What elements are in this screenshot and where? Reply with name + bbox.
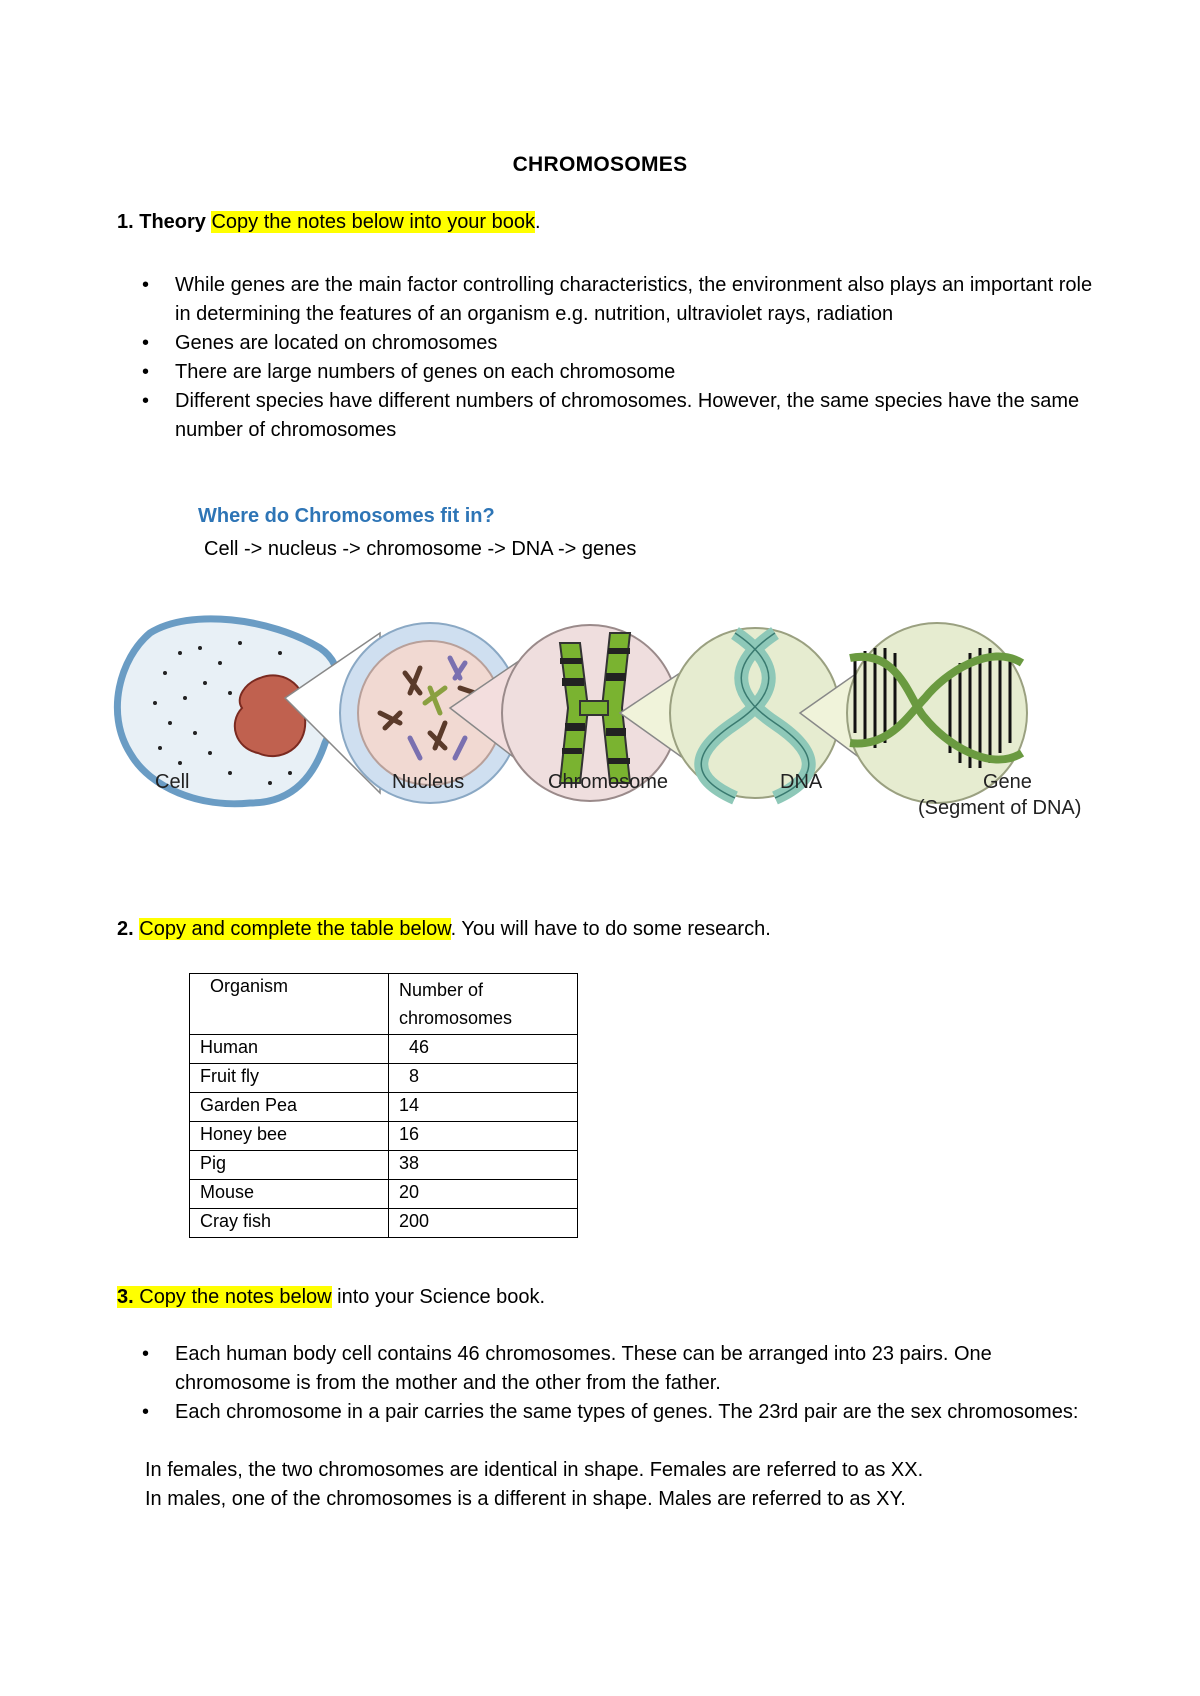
note-item: • Different species have different numbers of chromosomes. However, the same species have the same number of chromosomes [117,387,1097,445]
section-1-after: . [535,211,541,233]
label-gene: Gene [983,771,1032,793]
label-dna: DNA [780,771,823,793]
note-item: • While genes are the main factor controlling characteristics, the environment also plays an important role in determining the features of an organism e.g. nutrition, ultraviolet rays, radiation [117,271,1097,329]
chromosome-table [189,973,578,1238]
section-3-instruction: Copy the notes below [133,1286,332,1308]
section-1-notes [117,271,1097,445]
section-1-number: 1. Theory [117,211,212,233]
section-3-number: 3. [117,1286,134,1308]
section-2-number: 2. [117,918,140,940]
table-row [190,1180,578,1209]
cell-organism: Human [190,1035,389,1064]
cell-number: 20 [389,1180,578,1209]
header-organism: Organism [190,974,389,1035]
cell-organism: Cray fish [190,1209,389,1238]
cell-organism: Garden Pea [190,1093,389,1122]
section-1-instruction: Copy the notes below into your book [211,211,536,233]
page-title: CHROMOSOMES [512,153,688,176]
cell-number: 200 [389,1209,578,1238]
note-item: • Genes are located on chromosomes [117,329,1097,358]
cell-organism: Honey bee [190,1122,389,1151]
table-header-row [190,974,578,1035]
section-3-heading [117,1286,545,1309]
label-nucleus: Nucleus [392,771,465,793]
table-row [190,1093,578,1122]
section-3-after: into your Science book. [331,1286,546,1308]
section-1-heading [117,211,541,234]
label-gene-sub: (Segment of DNA) [918,797,1082,819]
cell-organism: Mouse [190,1180,389,1209]
note-item: • There are large numbers of genes on each chromosome [117,358,1097,387]
males-line: In males, one of the chromosomes is a different in shape. Males are referred to as XY. [145,1488,906,1510]
note-item: • Each chromosome in a pair carries the same types of genes. The 23rd pair are the sex chromosomes: [117,1398,1097,1427]
cell-organism: Fruit fly [190,1064,389,1093]
note-item: • Each human body cell contains 46 chromosomes. These can be arranged into 23 pairs. One chromosome is from the mother and the other from the father. [117,1340,1097,1398]
cell-number: 46 [389,1035,578,1064]
females-line: In females, the two chromosomes are identical in shape. Females are referred to as XX. [145,1459,924,1481]
where-heading: Where do Chromosomes fit in? [198,505,495,527]
label-chromosome: Chromosome [548,771,669,793]
hierarchy-chain: Cell -> nucleus -> chromosome -> DNA -> genes [204,538,637,560]
table-row [190,1035,578,1064]
section-2-after: . You will have to do some research. [450,918,771,940]
table-row [190,1209,578,1238]
section-3-notes [117,1340,1097,1427]
cell-organism: Pig [190,1151,389,1180]
label-cell: Cell [155,771,190,793]
table-row [190,1064,578,1093]
cell-number: 38 [389,1151,578,1180]
chromosome-diagram [110,603,1110,858]
section-2-heading [117,918,771,941]
cell-number: 16 [389,1122,578,1151]
table-row [190,1151,578,1180]
table-row [190,1122,578,1151]
header-number: Number of chromosomes [389,974,578,1035]
cell-number: 8 [389,1064,578,1093]
cell-number: 14 [389,1093,578,1122]
section-2-instruction: Copy and complete the table below [139,918,451,940]
